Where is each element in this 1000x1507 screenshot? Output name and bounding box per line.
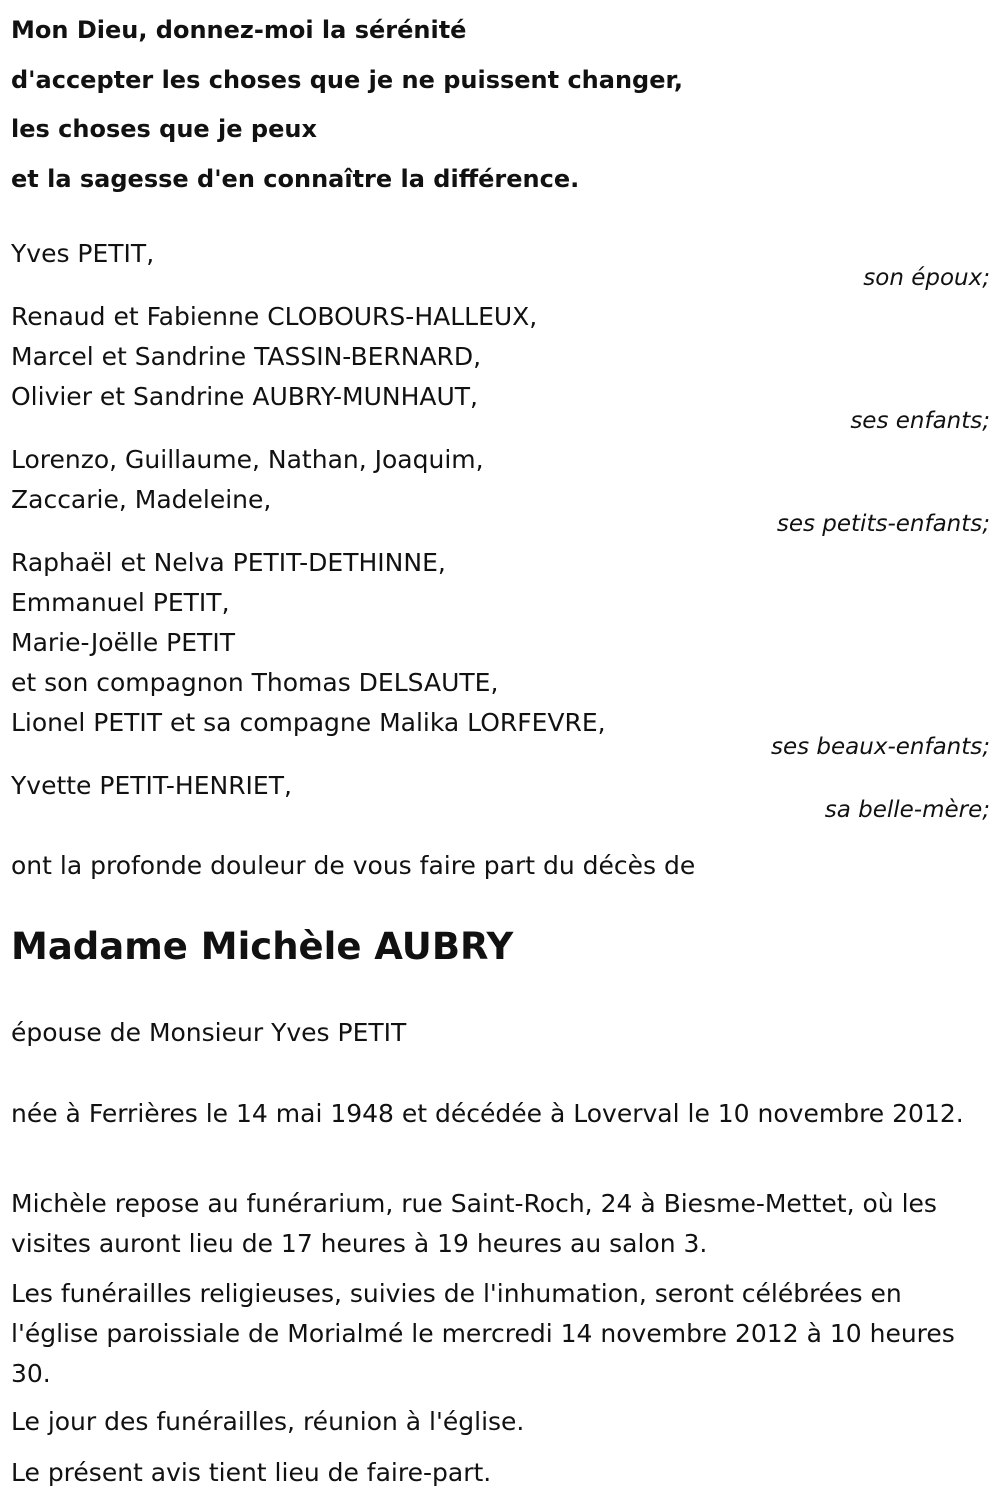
notice-paragraph: Le présent avis tient lieu de faire-part. xyxy=(11,1458,492,1487)
funeral-paragraph: Les funérailles religieuses, suivies de l'inhumation, seront célébrées en l'église paroissiale de Morialmé le mercredi 14 novembre 2012 à 10 heures 30. xyxy=(11,1279,955,1388)
stepchild-line: Marie-Joëlle PETIT xyxy=(11,628,235,657)
prayer-line: d'accepter les choses que je ne puissent changer, xyxy=(11,65,683,94)
grandchild-line: Lorenzo, Guillaume, Nathan, Joaquim, xyxy=(11,445,484,474)
children-role: ses enfants; xyxy=(850,408,990,434)
grandchild-line: Zaccarie, Madeleine, xyxy=(11,485,272,514)
stepchild-line: Raphaël et Nelva PETIT-DETHINNE, xyxy=(11,548,446,577)
announcement-text: ont la profonde douleur de vous faire part du décès de xyxy=(11,851,696,880)
stepchild-line: et son compagnon Thomas DELSAUTE, xyxy=(11,668,499,697)
mother-in-law-name: Yvette PETIT-HENRIET, xyxy=(11,771,292,800)
visitation-paragraph: Michèle repose au funérarium, rue Saint-Roch, 24 à Biesme-Mettet, où les visites auront lieu de 17 heures à 19 heures au salon 3. xyxy=(11,1189,937,1258)
prayer-line: Mon Dieu, donnez-moi la sérénité xyxy=(11,16,467,44)
mother-in-law-role: sa belle-mère; xyxy=(824,797,990,823)
child-line: Marcel et Sandrine TASSIN-BERNARD, xyxy=(11,342,482,371)
stepchildren-role: ses beaux-enfants; xyxy=(770,734,990,760)
prayer-line: et la sagesse d'en connaître la différence. xyxy=(11,164,580,193)
prayer-block xyxy=(11,6,683,204)
stepchild-line: Lionel PETIT et sa compagne Malika LORFEVRE, xyxy=(11,708,606,737)
child-line: Olivier et Sandrine AUBRY-MUNHAUT, xyxy=(11,382,478,411)
grandchildren-role: ses petits-enfants; xyxy=(776,511,990,537)
deceased-name: Madame Michèle AUBRY xyxy=(11,925,514,968)
meeting-paragraph: Le jour des funérailles, réunion à l'église. xyxy=(11,1407,525,1436)
spouse-name: Yves PETIT, xyxy=(11,239,155,268)
stepchild-line: Emmanuel PETIT, xyxy=(11,588,230,617)
prayer-line: les choses que je peux xyxy=(11,115,317,143)
child-line: Renaud et Fabienne CLOBOURS-HALLEUX, xyxy=(11,302,538,331)
birth-death-paragraph: née à Ferrières le 14 mai 1948 et décédée à Loverval le 10 novembre 2012. xyxy=(11,1099,964,1128)
deceased-spouse-line: épouse de Monsieur Yves PETIT xyxy=(11,1018,407,1047)
spouse-role: son époux; xyxy=(863,265,990,291)
